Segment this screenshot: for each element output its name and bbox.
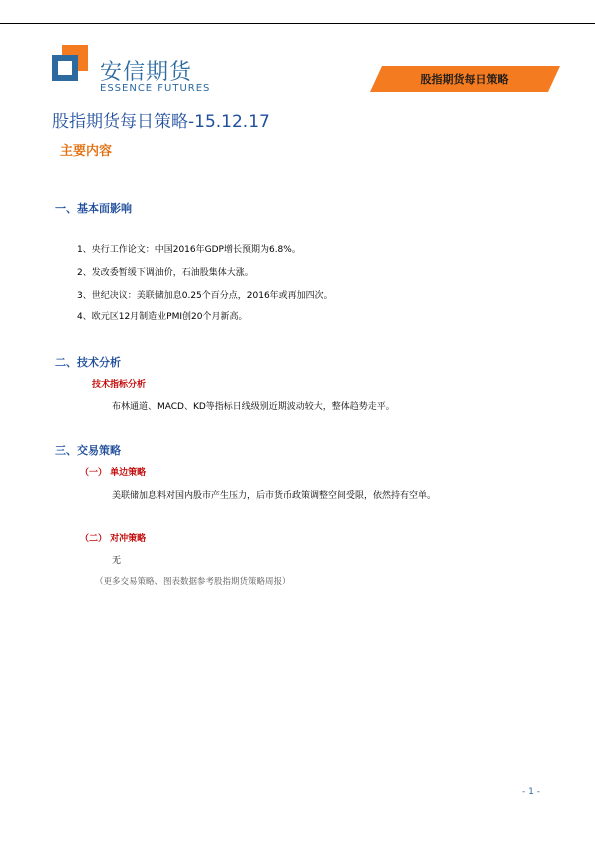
hedge-strategy-text: 无 (112, 556, 122, 566)
single-strategy-text: 美联储加息料对国内股市产生压力，后市货币政策调整空间受限，依然持有空单。 (112, 491, 437, 501)
hedge-strategy-label: （二） 对冲策略 (80, 534, 147, 544)
section-heading-strategy: 三、交易策略 (55, 444, 121, 457)
logo-name-cn: 安信期货 (100, 60, 193, 85)
technical-sub-label: 技术指标分析 (92, 380, 147, 390)
page-number: - 1 - (522, 787, 540, 797)
list-item: 4、欧元区12月制造业PMI创20个月新高。 (77, 312, 248, 322)
company-logo-icon (52, 45, 88, 81)
list-item: 1、央行工作论文：中国2016年GDP增长预期为6.8%。 (77, 245, 301, 255)
page-subtitle: 主要内容 (60, 144, 113, 159)
header-banner-text: 股指期货每日策略 (420, 73, 509, 86)
list-item: 3、世纪决议：美联储加息0.25个百分点，2016年或再加四次。 (77, 291, 333, 301)
header-rule (0, 23, 595, 24)
logo-name-en: ESSENCE FUTURES (100, 83, 211, 94)
section-heading-fundamental: 一、基本面影响 (55, 202, 132, 215)
list-item: 2、发改委暂缓下调油价，石油股集体大涨。 (77, 268, 254, 278)
section-heading-technical: 二、技术分析 (55, 356, 121, 369)
reference-note: （更多交易策略、图表数据参考股指期货策略周报） (95, 577, 291, 587)
technical-text: 布林通道、MACD、KD等指标日线级别近期波动较大，整体趋势走平。 (112, 402, 395, 412)
single-strategy-label: （一） 单边策略 (80, 468, 147, 478)
page-title: 股指期货每日策略-15.12.17 (52, 112, 270, 132)
